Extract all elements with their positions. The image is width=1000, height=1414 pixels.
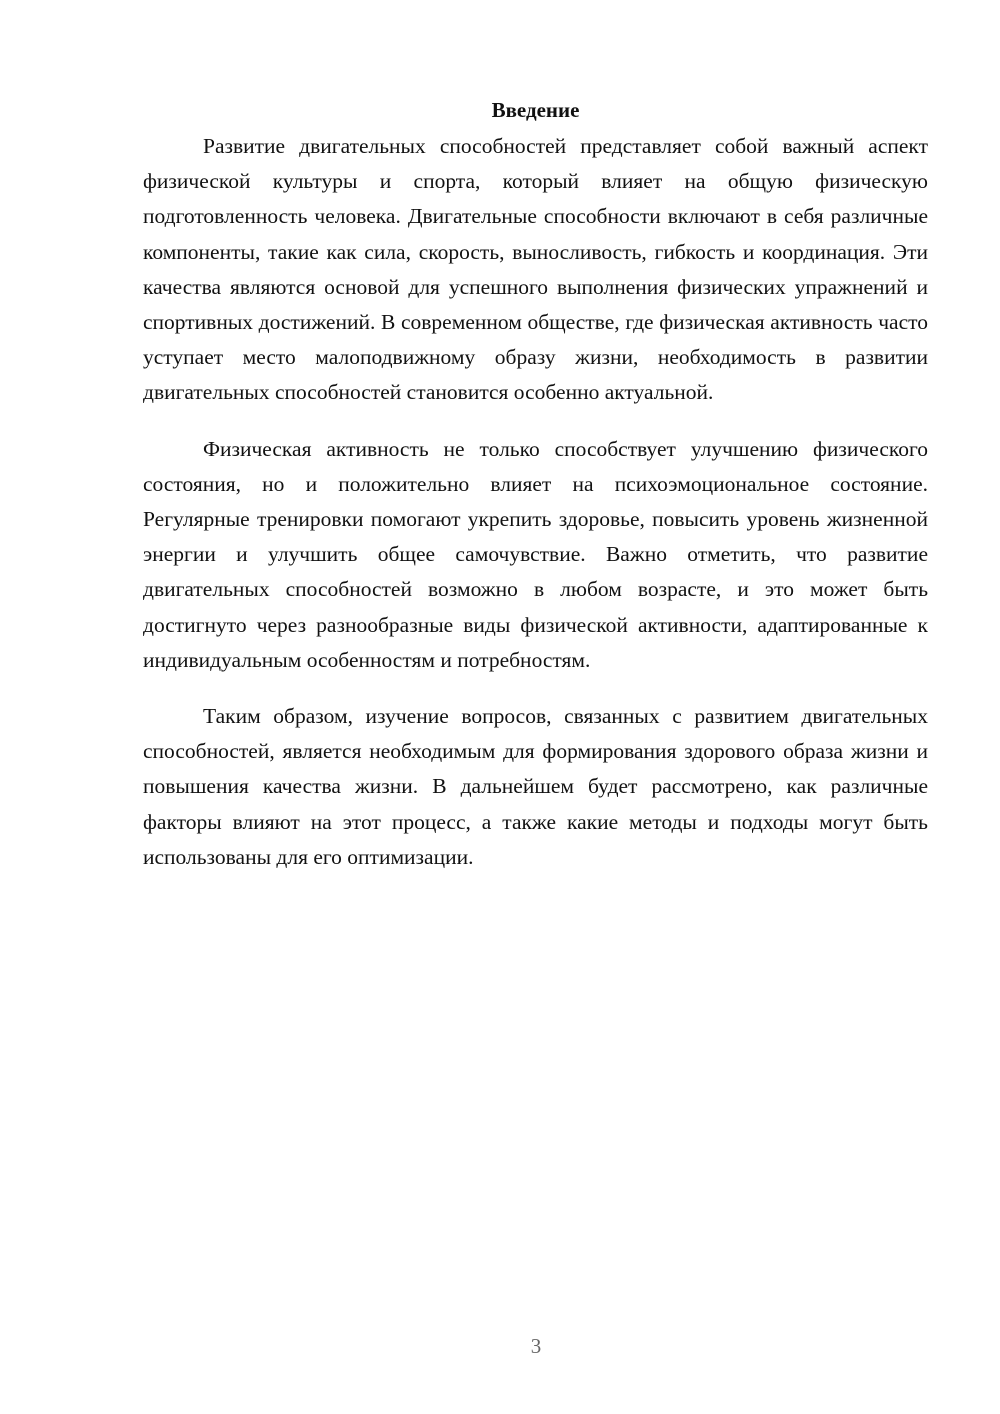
page-content (143, 94, 928, 896)
paragraph-2: Физическая активность не только способствует улучшению физического состояния, но и положительно влияет на психоэмоциональное состояние. Регулярные тренировки помогают укрепить здоровье, повысить уровень жизненной энергии и улучшить общее самочувствие. Важно отметить, что развитие двигательных способностей возможно в любом возрасте, и это может быть достигнуто через разнообразные виды физической активности, адаптированные к индивидуальным особенностям и потребностям. (143, 436, 928, 672)
page-number: 3 (530, 1334, 542, 1358)
paragraph-1: Развитие двигательных способностей представляет собой важный аспект физической культуры и спорта, который влияет на общую физическую подготовленность человека. Двигательные способности включают в себя различные компоненты, такие как сила, скорость, выносливость, гибкость и координация. Эти качества являются основой для успешного выполнения физических упражнений и спортивных достижений. В современном обществе, где физическая активность часто уступает место малоподвижному образу жизни, необходимость в развитии двигательных способностей становится особенно актуальной. (143, 134, 928, 405)
section-heading: Введение (491, 98, 580, 122)
paragraph-3: Таким образом, изучение вопросов, связанных с развитием двигательных способностей, является необходимым для формирования здорового образа жизни и повышения качества жизни. В дальнейшем будет рассмотрено, как различные факторы влияют на этот процесс, а также какие методы и подходы могут быть использованы для его оптимизации. (143, 704, 928, 869)
